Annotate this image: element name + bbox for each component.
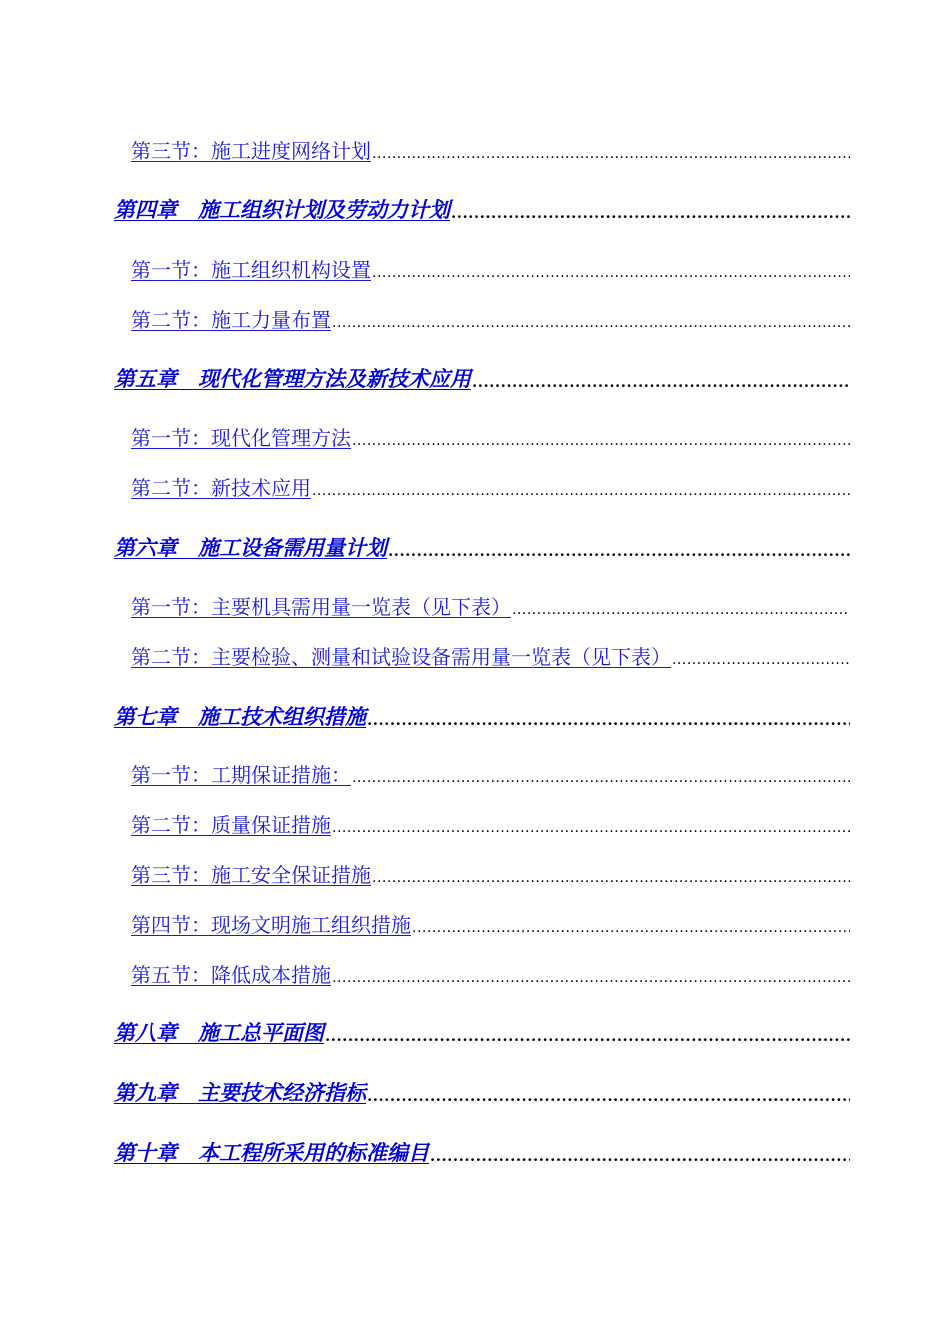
toc-entry-label: 第八章 施工总平面图 — [114, 1020, 324, 1045]
toc-link-ch3-sec3[interactable] — [114, 136, 850, 164]
toc-link-ch8[interactable] — [114, 1017, 850, 1047]
toc-entry-label: 第六章 施工设备需用量计划 — [114, 535, 387, 560]
toc-entry-label: 第九章 主要技术经济指标 — [114, 1080, 366, 1105]
dot-leader — [372, 871, 850, 888]
dot-leader — [412, 921, 850, 938]
toc-entry-label: 第十章 本工程所采用的标准编目 — [114, 1140, 429, 1165]
toc-link-ch9[interactable] — [114, 1077, 850, 1107]
dot-leader — [472, 375, 850, 393]
toc-link-ch6-sec2[interactable] — [114, 642, 850, 670]
toc-link-ch7-sec3[interactable] — [114, 860, 850, 888]
dot-leader — [388, 544, 850, 562]
toc-link-ch7-sec1[interactable] — [114, 760, 850, 788]
dot-leader — [672, 653, 850, 670]
toc-entry-label: 第五节：降低成本措施 — [131, 963, 331, 987]
toc-link-ch5-sec2[interactable] — [114, 473, 850, 501]
dot-leader — [367, 1089, 850, 1107]
dot-leader — [512, 603, 850, 620]
toc-link-ch7-sec4[interactable] — [114, 910, 850, 938]
toc-entry-label: 第二节：施工力量布置 — [131, 308, 331, 332]
toc-entry-label: 第二节：主要检验、测量和试验设备需用量一览表（见下表） — [131, 645, 671, 669]
toc-entry-label: 第三节：施工进度网络计划 — [131, 139, 371, 163]
dot-leader — [332, 971, 850, 988]
toc-entry-label: 第三节：施工安全保证措施 — [131, 863, 371, 887]
toc-entry-label: 第四章 施工组织计划及劳动力计划 — [114, 197, 450, 222]
toc-link-ch4[interactable] — [114, 194, 850, 224]
toc-entry-label: 第二节：新技术应用 — [131, 476, 311, 500]
toc-link-ch7-sec5[interactable] — [114, 960, 850, 988]
dot-leader — [430, 1149, 850, 1167]
toc-entry-label: 第一节：主要机具需用量一览表（见下表） — [131, 595, 511, 619]
dot-leader — [372, 147, 850, 164]
dot-leader — [332, 821, 850, 838]
dot-leader — [312, 484, 850, 501]
toc-link-ch5-sec1[interactable] — [114, 423, 850, 451]
toc-entry-label: 第二节：质量保证措施 — [131, 813, 331, 837]
toc-entry-label: 第四节：现场文明施工组织措施 — [131, 913, 411, 937]
toc-link-ch4-sec2[interactable] — [114, 305, 850, 333]
dot-leader — [367, 713, 850, 731]
toc-link-ch7-sec2[interactable] — [114, 810, 850, 838]
dot-leader — [352, 434, 850, 451]
toc-link-ch7[interactable] — [114, 701, 850, 731]
dot-leader — [325, 1029, 850, 1047]
toc-link-ch6[interactable] — [114, 532, 850, 562]
toc-entry-label: 第七章 施工技术组织措施 — [114, 704, 366, 729]
toc-entry-label: 第五章 现代化管理方法及新技术应用 — [114, 366, 471, 391]
dot-leader — [372, 266, 850, 283]
toc-link-ch4-sec1[interactable] — [114, 255, 850, 283]
toc-entry-label: 第一节：工期保证措施： — [131, 763, 351, 787]
toc-link-ch10[interactable] — [114, 1137, 850, 1167]
toc-entry-label: 第一节：现代化管理方法 — [131, 426, 351, 450]
dot-leader — [451, 206, 850, 224]
toc-entry-label: 第一节：施工组织机构设置 — [131, 258, 371, 282]
dot-leader — [352, 771, 850, 788]
toc-link-ch6-sec1[interactable] — [114, 592, 850, 620]
toc-link-ch5[interactable] — [114, 363, 850, 393]
dot-leader — [332, 316, 850, 333]
